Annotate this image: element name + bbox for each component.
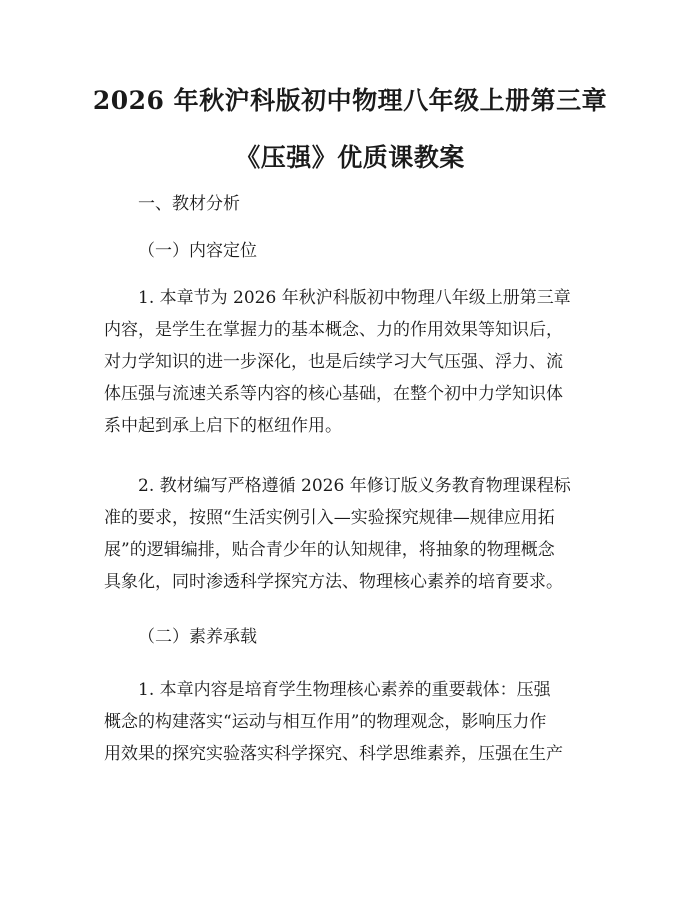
paragraph-line: 展”的逻辑编排，贴合青少年的认知规律，将抽象的物理概念 — [104, 540, 555, 560]
paragraph-line: 1. 本章内容是培育学生物理核心素养的重要载体：压强 — [138, 680, 551, 700]
paragraph-line: 具象化，同时渗透科学探究方法、物理核心素养的培育要求。 — [104, 572, 563, 592]
document-title-line-1: 2026 年秋沪科版初中物理八年级上册第三章 — [92, 86, 608, 115]
section-heading-textbook-analysis: 一、教材分析 — [138, 194, 240, 214]
paragraph-line: 内容，是学生在掌握力的基本概念、力的作用效果等知识后， — [104, 320, 563, 340]
paragraph-line: 概念的构建落实“运动与相互作用”的物理观念，影响压力作 — [104, 712, 547, 732]
paragraph-line: 2. 教材编写严格遵循 2026 年修订版义务教育物理课程标 — [138, 476, 571, 496]
paragraph-literacy-support-1 — [104, 674, 604, 770]
paragraph-line: 对力学知识的进一步深化，也是后续学习大气压强、浮力、流 — [104, 352, 563, 372]
document-title-line-2: 《压强》优质课教案 — [235, 143, 465, 172]
paragraph-line: 准的要求，按照“生活实例引入—实验探究规律—规律应用拓 — [104, 508, 555, 528]
paragraph-line: 体压强与流速关系等内容的核心基础，在整个初中力学知识体 — [104, 384, 563, 404]
paragraph-line: 系中起到承上启下的枢纽作用。 — [104, 416, 342, 436]
paragraph-content-positioning-2 — [104, 470, 604, 598]
subsection-heading-content-positioning: （一）内容定位 — [138, 241, 257, 261]
subsection-heading-literacy-support: （二）素养承载 — [138, 627, 257, 647]
paragraph-line: 用效果的探究实验落实科学探究、科学思维素养，压强在生产 — [104, 744, 563, 764]
paragraph-line: 1. 本章节为 2026 年秋沪科版初中物理八年级上册第三章 — [138, 288, 571, 308]
paragraph-content-positioning-1 — [104, 282, 604, 442]
